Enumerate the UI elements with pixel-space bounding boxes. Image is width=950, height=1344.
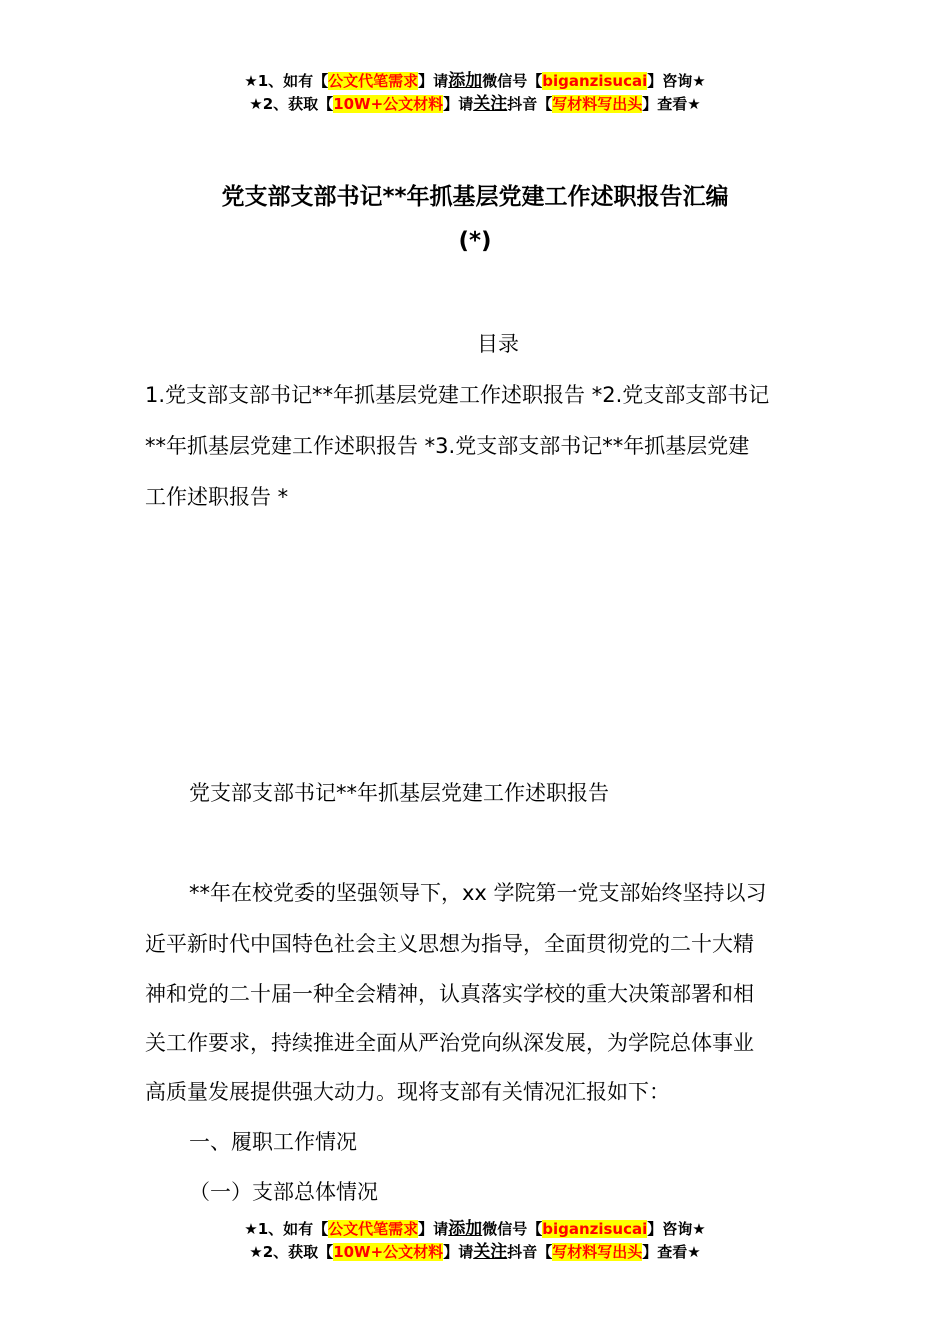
promo-emphasis: 添加 — [448, 1219, 483, 1239]
document-title: 党支部支部书记**年抓基层党建工作述职报告汇编 — [221, 184, 729, 210]
promo-text: 】请 — [443, 1243, 474, 1261]
promo-highlight: 公文代笔需求 — [328, 1220, 419, 1238]
promo-highlight: 10W+公文材料 — [333, 1243, 444, 1261]
paragraph-line: 神和党的二十届一种全会精神，认真落实学校的重大决策部署和相 — [145, 982, 754, 1006]
document-title-suffix: (*) — [458, 228, 492, 254]
promo-emphasis: 添加 — [448, 71, 483, 91]
promo-line-1 — [0, 70, 950, 93]
promo-text: 抖音【 — [507, 95, 553, 113]
promo-text: 抖音【 — [507, 1243, 553, 1261]
promo-text: 微信号【 — [482, 72, 543, 90]
promo-highlight: 写材料写出头 — [552, 95, 643, 113]
promo-text: 】咨询★ — [647, 1220, 706, 1238]
heading-level-2: （一）支部总体情况 — [189, 1180, 378, 1204]
promo-highlight: 公文代笔需求 — [328, 72, 419, 90]
promo-text: ★1、如有【 — [244, 1220, 329, 1238]
toc-line: 工作述职报告 * — [145, 485, 289, 509]
promo-text: 】请 — [418, 1220, 449, 1238]
promo-text: ★2、获取【 — [249, 1243, 334, 1261]
promo-emphasis: 关注 — [473, 94, 508, 114]
promo-highlight: biganzisucai — [542, 72, 648, 90]
promo-emphasis: 关注 — [473, 1242, 508, 1262]
paragraph-line: 高质量发展提供强大动力。现将支部有关情况汇报如下： — [145, 1080, 670, 1104]
promo-highlight: 10W+公文材料 — [333, 95, 444, 113]
promo-text: 】查看★ — [642, 1243, 701, 1261]
promo-text: ★1、如有【 — [244, 72, 329, 90]
promo-text: 】请 — [443, 95, 474, 113]
paragraph-line: **年在校党委的坚强领导下，xx 学院第一党支部始终坚持以习 — [189, 881, 767, 905]
heading-level-1: 一、履职工作情况 — [189, 1130, 357, 1154]
promo-line-2 — [0, 93, 950, 116]
toc-heading: 目录 — [477, 332, 519, 356]
promo-line-2 — [0, 1241, 950, 1264]
paragraph-line: 关工作要求，持续推进全面从严治党向纵深发展，为学院总体事业 — [145, 1031, 754, 1055]
promo-text: 】咨询★ — [647, 72, 706, 90]
promo-text: ★2、获取【 — [249, 95, 334, 113]
promo-line-1 — [0, 1218, 950, 1241]
promo-text: 微信号【 — [482, 1220, 543, 1238]
section-title: 党支部支部书记**年抓基层党建工作述职报告 — [189, 781, 609, 805]
toc-line: **年抓基层党建工作述职报告 *3.党支部支部书记**年抓基层党建 — [145, 434, 750, 458]
promo-highlight: biganzisucai — [542, 1220, 648, 1238]
promo-highlight: 写材料写出头 — [552, 1243, 643, 1261]
promo-banner-top — [0, 70, 950, 116]
toc-line: 1.党支部支部书记**年抓基层党建工作述职报告 *2.党支部支部书记 — [145, 383, 770, 407]
promo-text: 】查看★ — [642, 95, 701, 113]
paragraph-line: 近平新时代中国特色社会主义思想为指导，全面贯彻党的二十大精 — [145, 932, 754, 956]
promo-banner-bottom — [0, 1218, 950, 1264]
promo-text: 】请 — [418, 72, 449, 90]
